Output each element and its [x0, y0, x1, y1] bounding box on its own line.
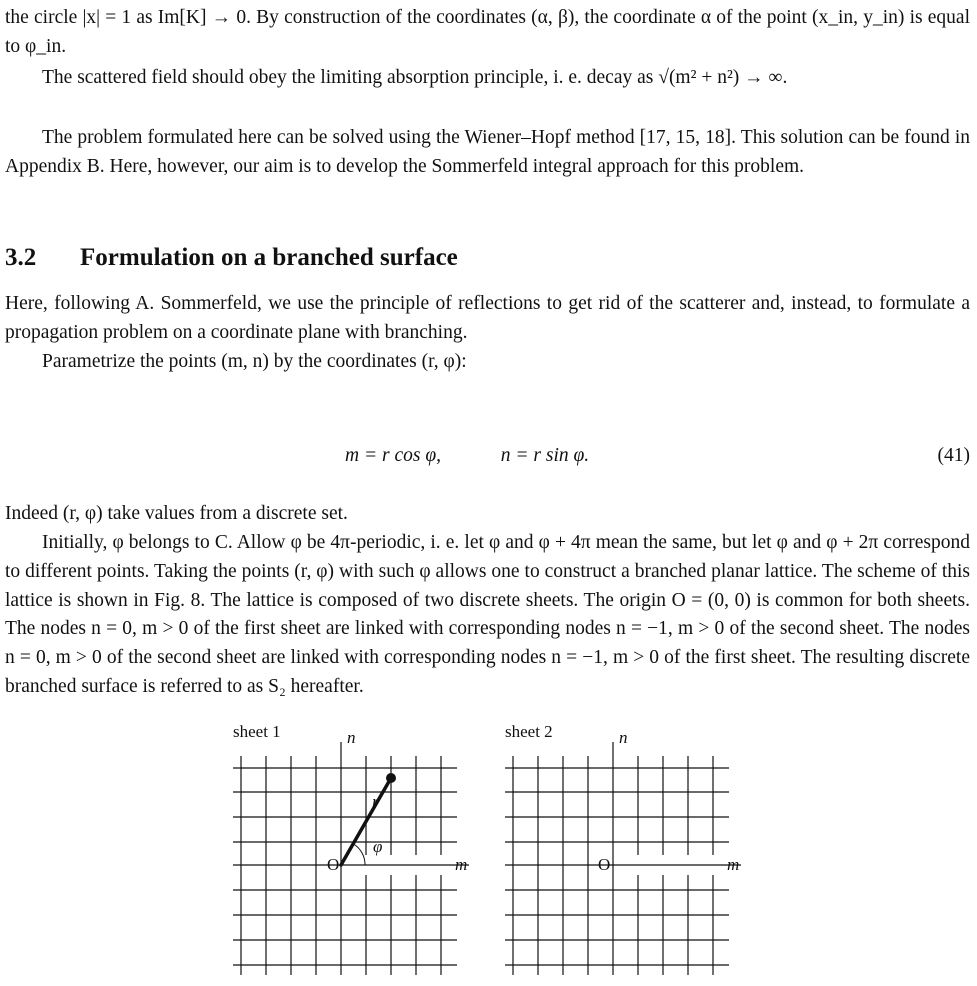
section-number: 3.2: [5, 244, 37, 271]
paragraph-4-text: Here, following A. Sommerfeld, we use the principle of reflections to get rid of the scatterer and, instead, to formulate a propagation problem on a coordinate plane with branching.: [5, 293, 970, 343]
sheet-2-label: sheet 2: [505, 722, 553, 741]
paragraph-1: [5, 4, 970, 62]
section-title: Formulation on a branched surface: [80, 244, 458, 271]
paragraph-7-text: Initially, φ belongs to C. Allow φ be 4π-periodic, i. e. let φ and φ + 4π mean the same, but let φ and φ + 2π correspond to different points. Taking the points (r, φ) with such φ allows one to construct a branched planar lattice. The scheme of this lattice is shown in Fig. 8. The lattice is composed of two discrete sheets. The origin O = (0, 0) is common for both sheets. The nodes n = 0, m > 0 of the first sheet are linked with corresponding nodes n = −1, m > 0 of the second sheet. The nodes n = 0, m > 0 of the second sheet are linked with corresponding nodes n = −1, m > 0 of the first sheet. The resulting discrete branched surface is referred to as S₂ hereafter.: [5, 532, 970, 697]
sheet-2-origin: O: [598, 855, 611, 874]
paragraph-5-text: Parametrize the points (m, n) by the coordinates (r, φ):: [42, 351, 467, 372]
equation-number: (41): [937, 445, 970, 466]
sheet-1-angle-label: φ: [373, 837, 383, 856]
sheet-2-axis-n: n: [619, 728, 628, 747]
equation-part-m: m = r cos φ,: [345, 445, 441, 466]
paragraph-3: [5, 124, 970, 182]
angle-arc: [354, 844, 366, 865]
paragraph-2-text: The scattered field should obey the limiting absorption principle, i. e. decay as √(m² + n²) → ∞.: [42, 67, 788, 88]
paragraph-6-text: Indeed (r, φ) take values from a discrete set.: [5, 503, 348, 524]
paragraph-3-text: The problem formulated here can be solved using the Wiener–Hopf method [17, 15, 18]. This solution can be found in Appendix B. Here, however, our aim is to develop the Sommerfeld integral approach for this problem.: [5, 127, 970, 177]
section-heading: [5, 242, 458, 274]
equation-body: [345, 442, 589, 470]
lattice-point-dot: [386, 773, 396, 783]
lattice-diagram: [225, 720, 745, 980]
paragraph-2: [5, 64, 970, 93]
figure-branched-lattice: [225, 720, 745, 980]
sheet-1-origin: O: [327, 855, 340, 874]
paragraph-5: [5, 348, 970, 377]
paragraph-4: [5, 290, 970, 348]
sheet-1-axis-m: m: [455, 855, 468, 874]
paragraph-6: [5, 500, 970, 529]
sheet-1-axis-n: n: [347, 728, 356, 747]
paragraph-7: [5, 529, 970, 702]
sheet-2-axis-m: m: [727, 855, 740, 874]
sheet-1-radius-label: r: [372, 792, 379, 811]
paragraph-1-text: the circle |x| = 1 as Im[K] → 0. By construction of the coordinates (α, β), the coordinate α of the point (x_in, y_in) is equal to φ_in.: [5, 7, 970, 57]
sheet-1-label: sheet 1: [233, 722, 281, 741]
equation-part-n: n = r sin φ.: [500, 445, 590, 466]
